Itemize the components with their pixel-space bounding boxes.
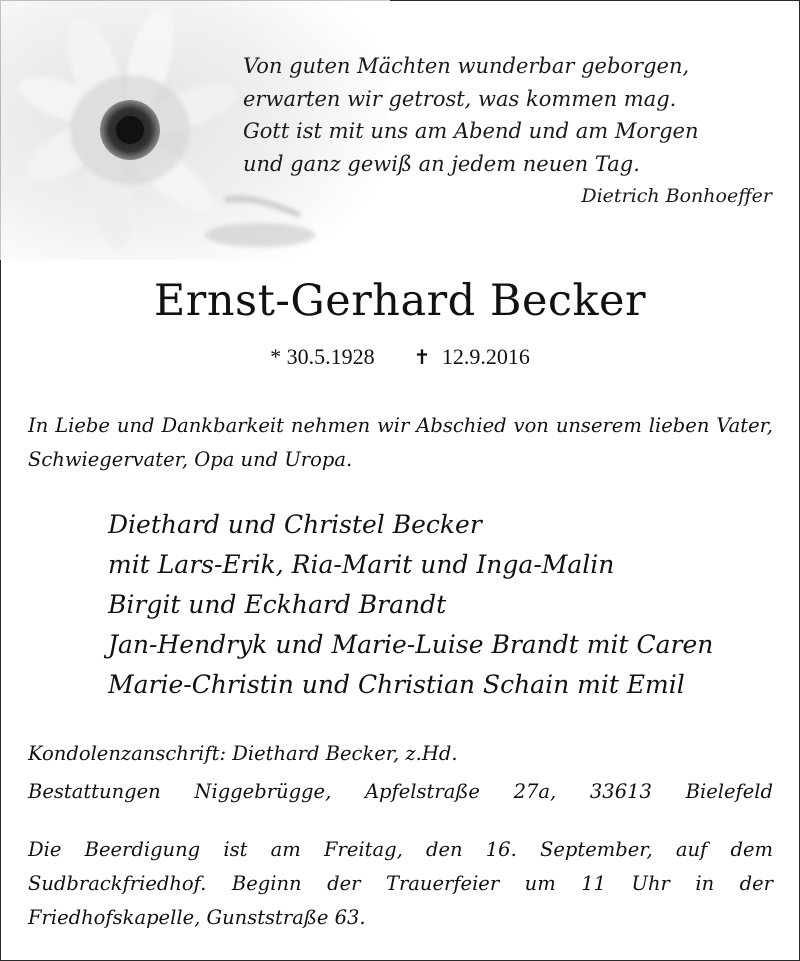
life-dates	[0, 344, 800, 370]
funeral-line: Die Beerdigung ist am Freitag, den 16. September, auf dem	[28, 838, 773, 861]
funeral-line: Sudbrackfriedhof. Beginn der Trauerfeier um 11 Uhr in der	[28, 872, 773, 895]
family-list	[108, 505, 778, 705]
farewell-text: In Liebe und Dankbarkeit nehmen wir Abschied von unserem lieben Vater, Schwiegervater, Opa und Uropa.	[28, 414, 773, 471]
poem-line: Gott ist mit uns am Abend und am Morgen	[243, 119, 699, 143]
poem-line: erwarten wir getrost, was kommen mag.	[243, 86, 677, 111]
poem-line: Von guten Mächten wunderbar geborgen,	[243, 54, 690, 78]
birth-date: * 30.5.1928	[270, 344, 375, 369]
family-line: Jan-Hendryk und Marie-Luise Brandt mit Caren	[108, 630, 714, 659]
family-line: Diethard und Christel Becker	[108, 510, 482, 539]
family-line: Marie-Christin und Christian Schain mit Emil	[108, 670, 685, 699]
funeral-info	[28, 833, 773, 935]
funeral-line: Friedhofskapelle, Gunststraße 63.	[28, 906, 366, 929]
cross-icon: ✝	[413, 347, 431, 369]
death-date: 12.9.2016	[441, 344, 530, 369]
poem-author: Dietrich Bonhoeffer	[581, 185, 772, 207]
poem-block	[243, 50, 778, 213]
family-line: mit Lars-Erik, Ria-Marit und Inga-Malin	[108, 550, 615, 579]
condolence-line: Kondolenzanschrift: Diethard Becker, z.Hd.	[28, 742, 458, 765]
deceased-name: Ernst-Gerhard Becker	[153, 276, 647, 326]
condolence-line: Bestattungen Niggebrügge, Apfelstraße 27a, 33613 Bielefeld	[28, 780, 773, 803]
condolence-address	[28, 735, 773, 811]
family-line: Birgit und Eckhard Brandt	[108, 590, 447, 619]
poem-line: und ganz gewiß an jedem neuen Tag.	[243, 151, 640, 176]
